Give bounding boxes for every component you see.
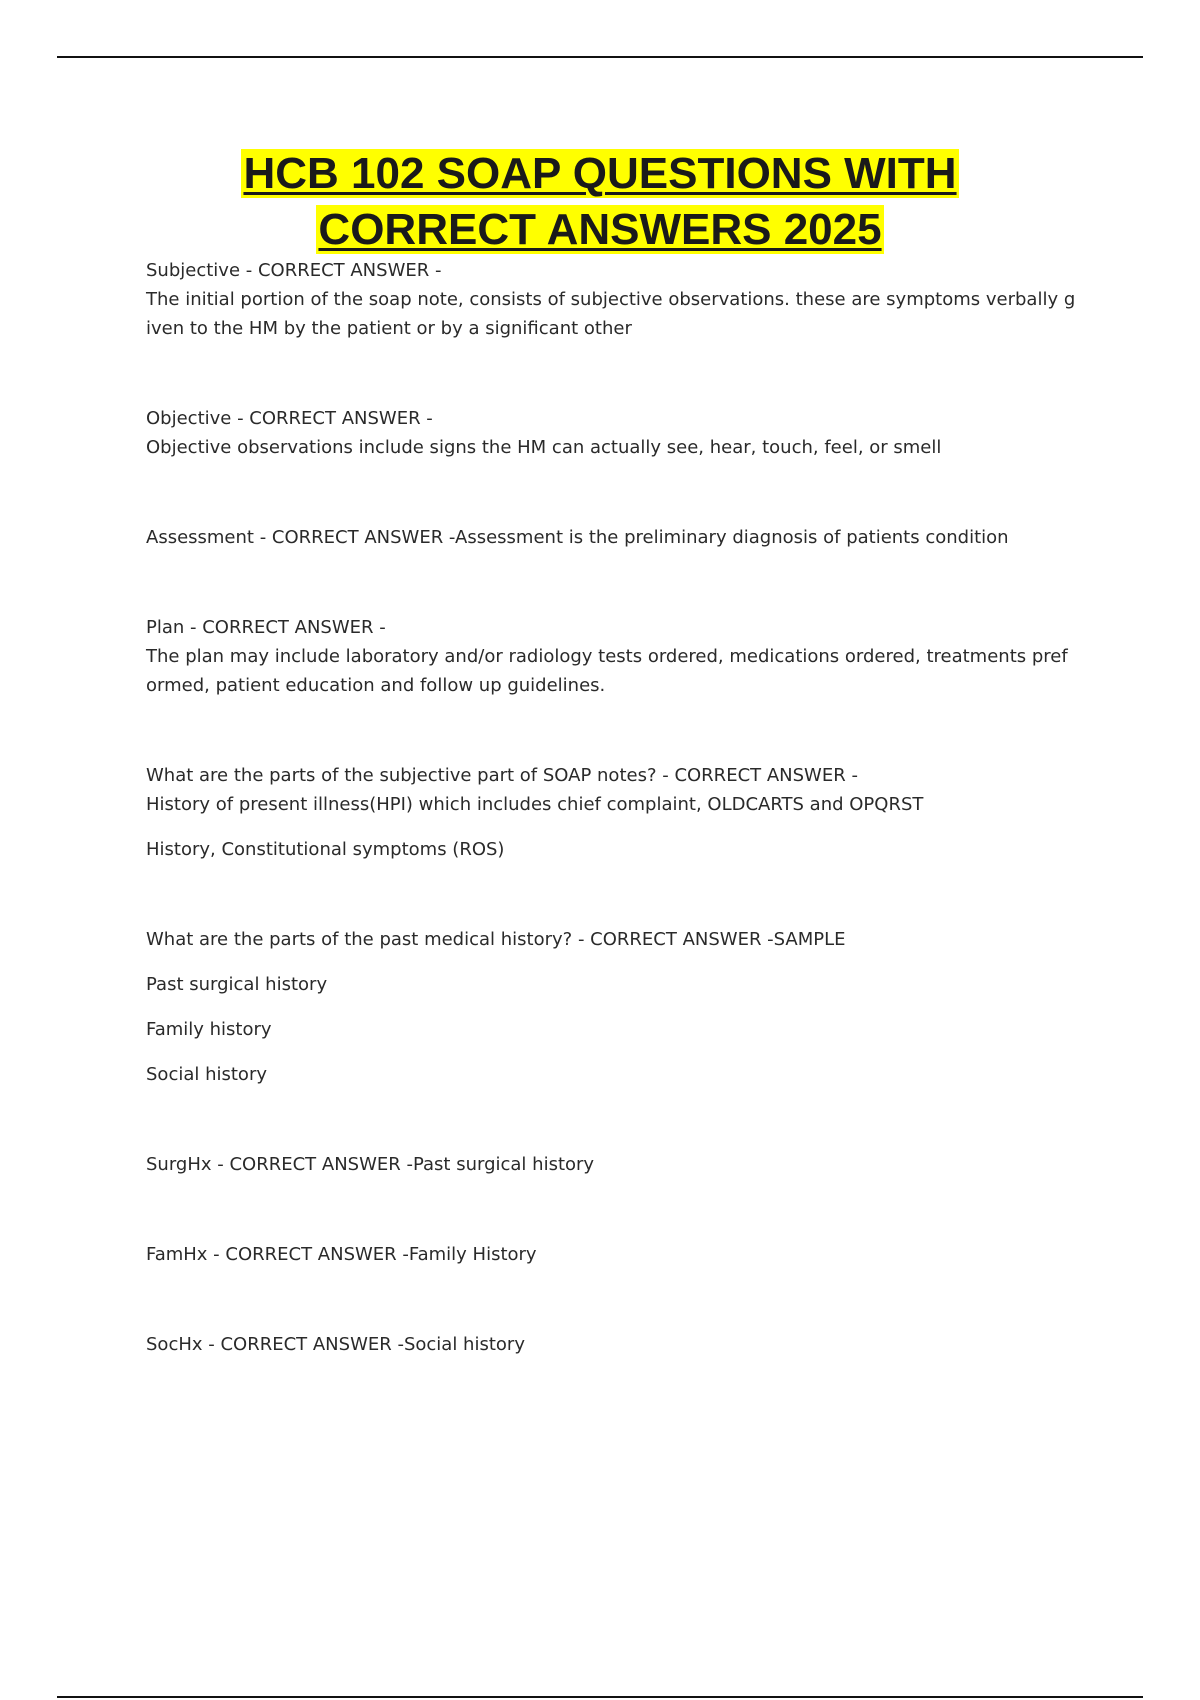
title-line-2: CORRECT ANSWERS 2025	[318, 205, 882, 254]
qa-entry-subjective-parts	[146, 761, 1086, 864]
title-line-1: HCB 102 SOAP QUESTIONS WITH	[243, 149, 957, 198]
question-line: SocHx - CORRECT ANSWER -Social history	[146, 1334, 525, 1355]
qa-entry-sochx	[146, 1330, 1086, 1359]
question-line: What are the parts of the past medical history? - CORRECT ANSWER -SAMPLE	[146, 929, 846, 950]
answer-line: History of present illness(HPI) which includes chief complaint, OLDCARTS and OPQRST	[146, 794, 924, 815]
qa-entry-assessment	[146, 523, 1086, 552]
document-title	[0, 146, 1200, 258]
answer-line: The initial portion of the soap note, consists of subjective observations. these are symptoms verbally g	[146, 289, 1076, 310]
question-line: Objective - CORRECT ANSWER -	[146, 408, 433, 429]
question-line: What are the parts of the subjective part of SOAP notes? - CORRECT ANSWER -	[146, 765, 858, 786]
answer-line: Social history	[146, 1064, 267, 1085]
qa-entry-plan	[146, 613, 1086, 700]
top-rule	[57, 56, 1143, 58]
answer-line: ormed, patient education and follow up guidelines.	[146, 675, 606, 696]
question-line: Assessment - CORRECT ANSWER -Assessment is the preliminary diagnosis of patients condition	[146, 527, 1009, 548]
bottom-rule	[57, 1696, 1143, 1698]
qa-entry-famhx	[146, 1240, 1086, 1269]
qa-entry-surghx	[146, 1150, 1086, 1179]
qa-list	[146, 256, 1086, 1359]
qa-entry-past-medical-history	[146, 925, 1086, 1089]
answer-line: The plan may include laboratory and/or radiology tests ordered, medications ordered, treatments pref	[146, 646, 1068, 667]
answer-line: Past surgical history	[146, 974, 328, 995]
answer-line: Family history	[146, 1019, 272, 1040]
question-line: Subjective - CORRECT ANSWER -	[146, 260, 442, 281]
answer-line: iven to the HM by the patient or by a significant other	[146, 318, 632, 339]
question-line: Plan - CORRECT ANSWER -	[146, 617, 386, 638]
question-line: SurgHx - CORRECT ANSWER -Past surgical history	[146, 1154, 595, 1175]
answer-line: History, Constitutional symptoms (ROS)	[146, 839, 505, 860]
question-line: FamHx - CORRECT ANSWER -Family History	[146, 1244, 537, 1265]
answer-line: Objective observations include signs the HM can actually see, hear, touch, feel, or smell	[146, 437, 942, 458]
qa-entry-subjective	[146, 256, 1086, 343]
qa-entry-objective	[146, 404, 1086, 462]
